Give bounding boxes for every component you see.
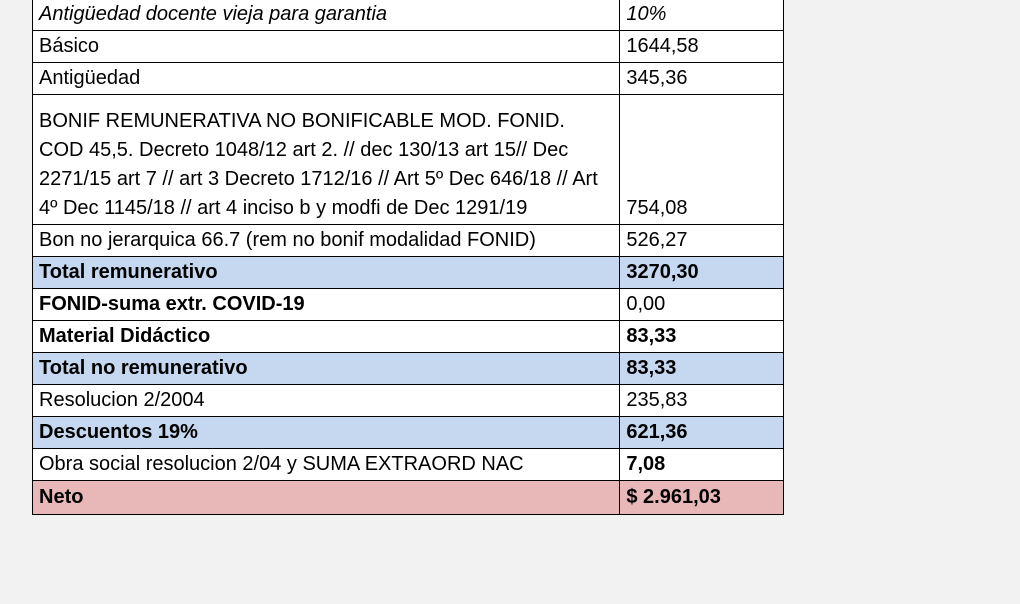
row-label[interactable]: Obra social resolucion 2/04 y SUMA EXTRAORD NAC bbox=[33, 449, 620, 481]
salary-table bbox=[32, 0, 784, 515]
table-row bbox=[33, 385, 784, 417]
table-row bbox=[33, 481, 784, 515]
table-row bbox=[33, 449, 784, 481]
row-value[interactable]: 3270,30 bbox=[620, 257, 784, 289]
table-row bbox=[33, 225, 784, 257]
row-label[interactable]: Total remunerativo bbox=[33, 257, 620, 289]
row-value[interactable]: 10% bbox=[620, 0, 784, 31]
row-label[interactable]: Total no remunerativo bbox=[33, 353, 620, 385]
row-value[interactable]: 754,08 bbox=[620, 95, 784, 225]
row-label[interactable]: Antigüedad docente vieja para garantia bbox=[33, 0, 620, 31]
table-row bbox=[33, 417, 784, 449]
row-label[interactable]: Bon no jerarquica 66.7 (rem no bonif modalidad FONID) bbox=[33, 225, 620, 257]
row-label[interactable]: Antigüedad bbox=[33, 63, 620, 95]
row-value[interactable]: $ 2.961,03 bbox=[620, 481, 784, 515]
row-label[interactable]: Material Didáctico bbox=[33, 321, 620, 353]
row-label[interactable]: Resolucion 2/2004 bbox=[33, 385, 620, 417]
table-row bbox=[33, 31, 784, 63]
row-label[interactable]: Neto bbox=[33, 481, 620, 515]
row-value[interactable]: 83,33 bbox=[620, 353, 784, 385]
table-row bbox=[33, 289, 784, 321]
table-row bbox=[33, 353, 784, 385]
row-value[interactable]: 1644,58 bbox=[620, 31, 784, 63]
row-value[interactable]: 526,27 bbox=[620, 225, 784, 257]
row-label[interactable]: FONID-suma extr. COVID-19 bbox=[33, 289, 620, 321]
table-row bbox=[33, 63, 784, 95]
row-label[interactable]: Descuentos 19% bbox=[33, 417, 620, 449]
row-value[interactable]: 0,00 bbox=[620, 289, 784, 321]
row-value[interactable]: 345,36 bbox=[620, 63, 784, 95]
row-label[interactable]: BONIF REMUNERATIVA NO BONIFICABLE MOD. FONID. COD 45,5. Decreto 1048/12 art 2. // dec 130/13 art 15// Dec 2271/15 art 7 // art 3 Decreto 1712/16 // Art 5º Dec 646/18 // Art 4º Dec 1145/18 // art 4 inciso b y modfi de Dec 1291/19 bbox=[33, 95, 620, 225]
row-label[interactable]: Básico bbox=[33, 31, 620, 63]
table-row bbox=[33, 0, 784, 31]
row-value[interactable]: 621,36 bbox=[620, 417, 784, 449]
row-value[interactable]: 235,83 bbox=[620, 385, 784, 417]
table-row bbox=[33, 321, 784, 353]
table-row bbox=[33, 257, 784, 289]
row-value[interactable]: 83,33 bbox=[620, 321, 784, 353]
table-row bbox=[33, 95, 784, 225]
row-value[interactable]: 7,08 bbox=[620, 449, 784, 481]
